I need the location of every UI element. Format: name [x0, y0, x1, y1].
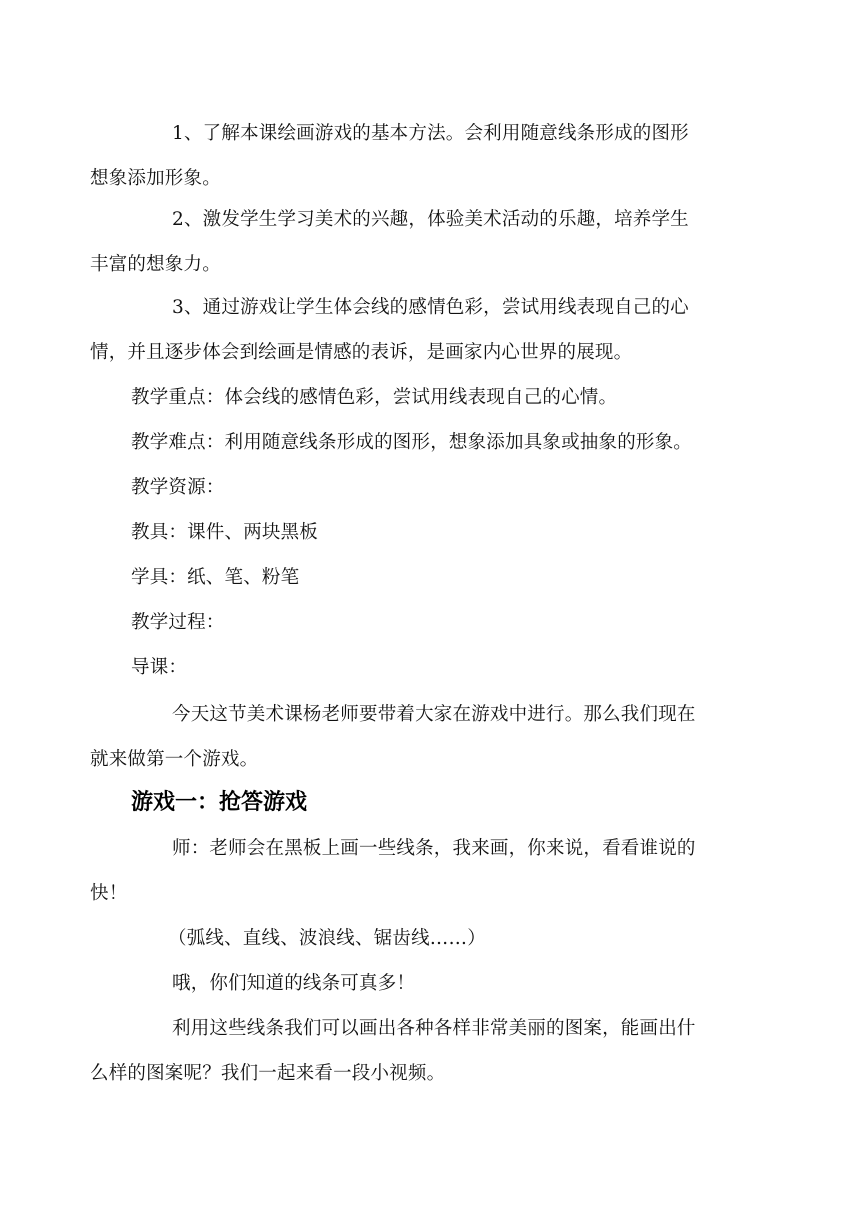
- teaching-aids: 教具：课件、两块黑板: [131, 522, 319, 543]
- objective-1-line-2: 想象添加形象。: [90, 168, 221, 189]
- teacher-line-2: 快！: [90, 883, 128, 904]
- learning-aids: 学具：纸、笔、粉笔: [131, 567, 300, 588]
- closing: [90, 1006, 731, 1096]
- intro-text: [90, 692, 731, 782]
- line-types: （弧线、直线、波浪线、锯齿线……）: [168, 928, 486, 949]
- objective-3: [90, 285, 731, 375]
- resources-label: 教学资源：: [131, 477, 225, 498]
- intro-label: 导课：: [131, 657, 188, 678]
- difficulty: 教学难点：利用随意线条形成的图形，想象添加具象或抽象的形象。: [131, 432, 693, 453]
- teacher-line-1: 师：老师会在黑板上画一些线条，我来画，你来说，看看谁说的: [172, 838, 696, 859]
- objective-1-line-1: 1、了解本课绘画游戏的基本方法。会利用随意线条形成的图形: [172, 123, 689, 144]
- objective-3-line-2: 情，并且逐步体会到绘画是情感的表诉，是画家内心世界的展现。: [90, 342, 633, 363]
- key-point: 教学重点：体会线的感情色彩，尝试用线表现自己的心情。: [131, 387, 618, 408]
- teacher-line: [90, 826, 731, 916]
- intro-text-line-1: 今天这节美术课杨老师要带着大家在游戏中进行。那么我们现在: [172, 704, 696, 725]
- game1-title: 游戏一：抢答游戏: [131, 790, 308, 815]
- exclaim: 哦，你们知道的线条可真多！: [172, 973, 416, 994]
- objective-3-line-1: 3、通过游戏让学生体会线的感情色彩，尝试用线表现自己的心: [172, 297, 689, 318]
- process-label: 教学过程：: [131, 612, 225, 633]
- closing-line-2: 么样的图案呢？我们一起来看一段小视频。: [90, 1063, 446, 1084]
- intro-text-line-2: 就来做第一个游戏。: [90, 749, 259, 770]
- closing-line-1: 利用这些线条我们可以画出各种各样非常美丽的图案，能画出什: [172, 1018, 696, 1039]
- objective-2: [90, 197, 731, 287]
- objective-1: [90, 111, 731, 201]
- objective-2-line-1: 2、激发学生学习美术的兴趣，体验美术活动的乐趣，培养学生: [172, 209, 689, 230]
- objective-2-line-2: 丰富的想象力。: [90, 254, 221, 275]
